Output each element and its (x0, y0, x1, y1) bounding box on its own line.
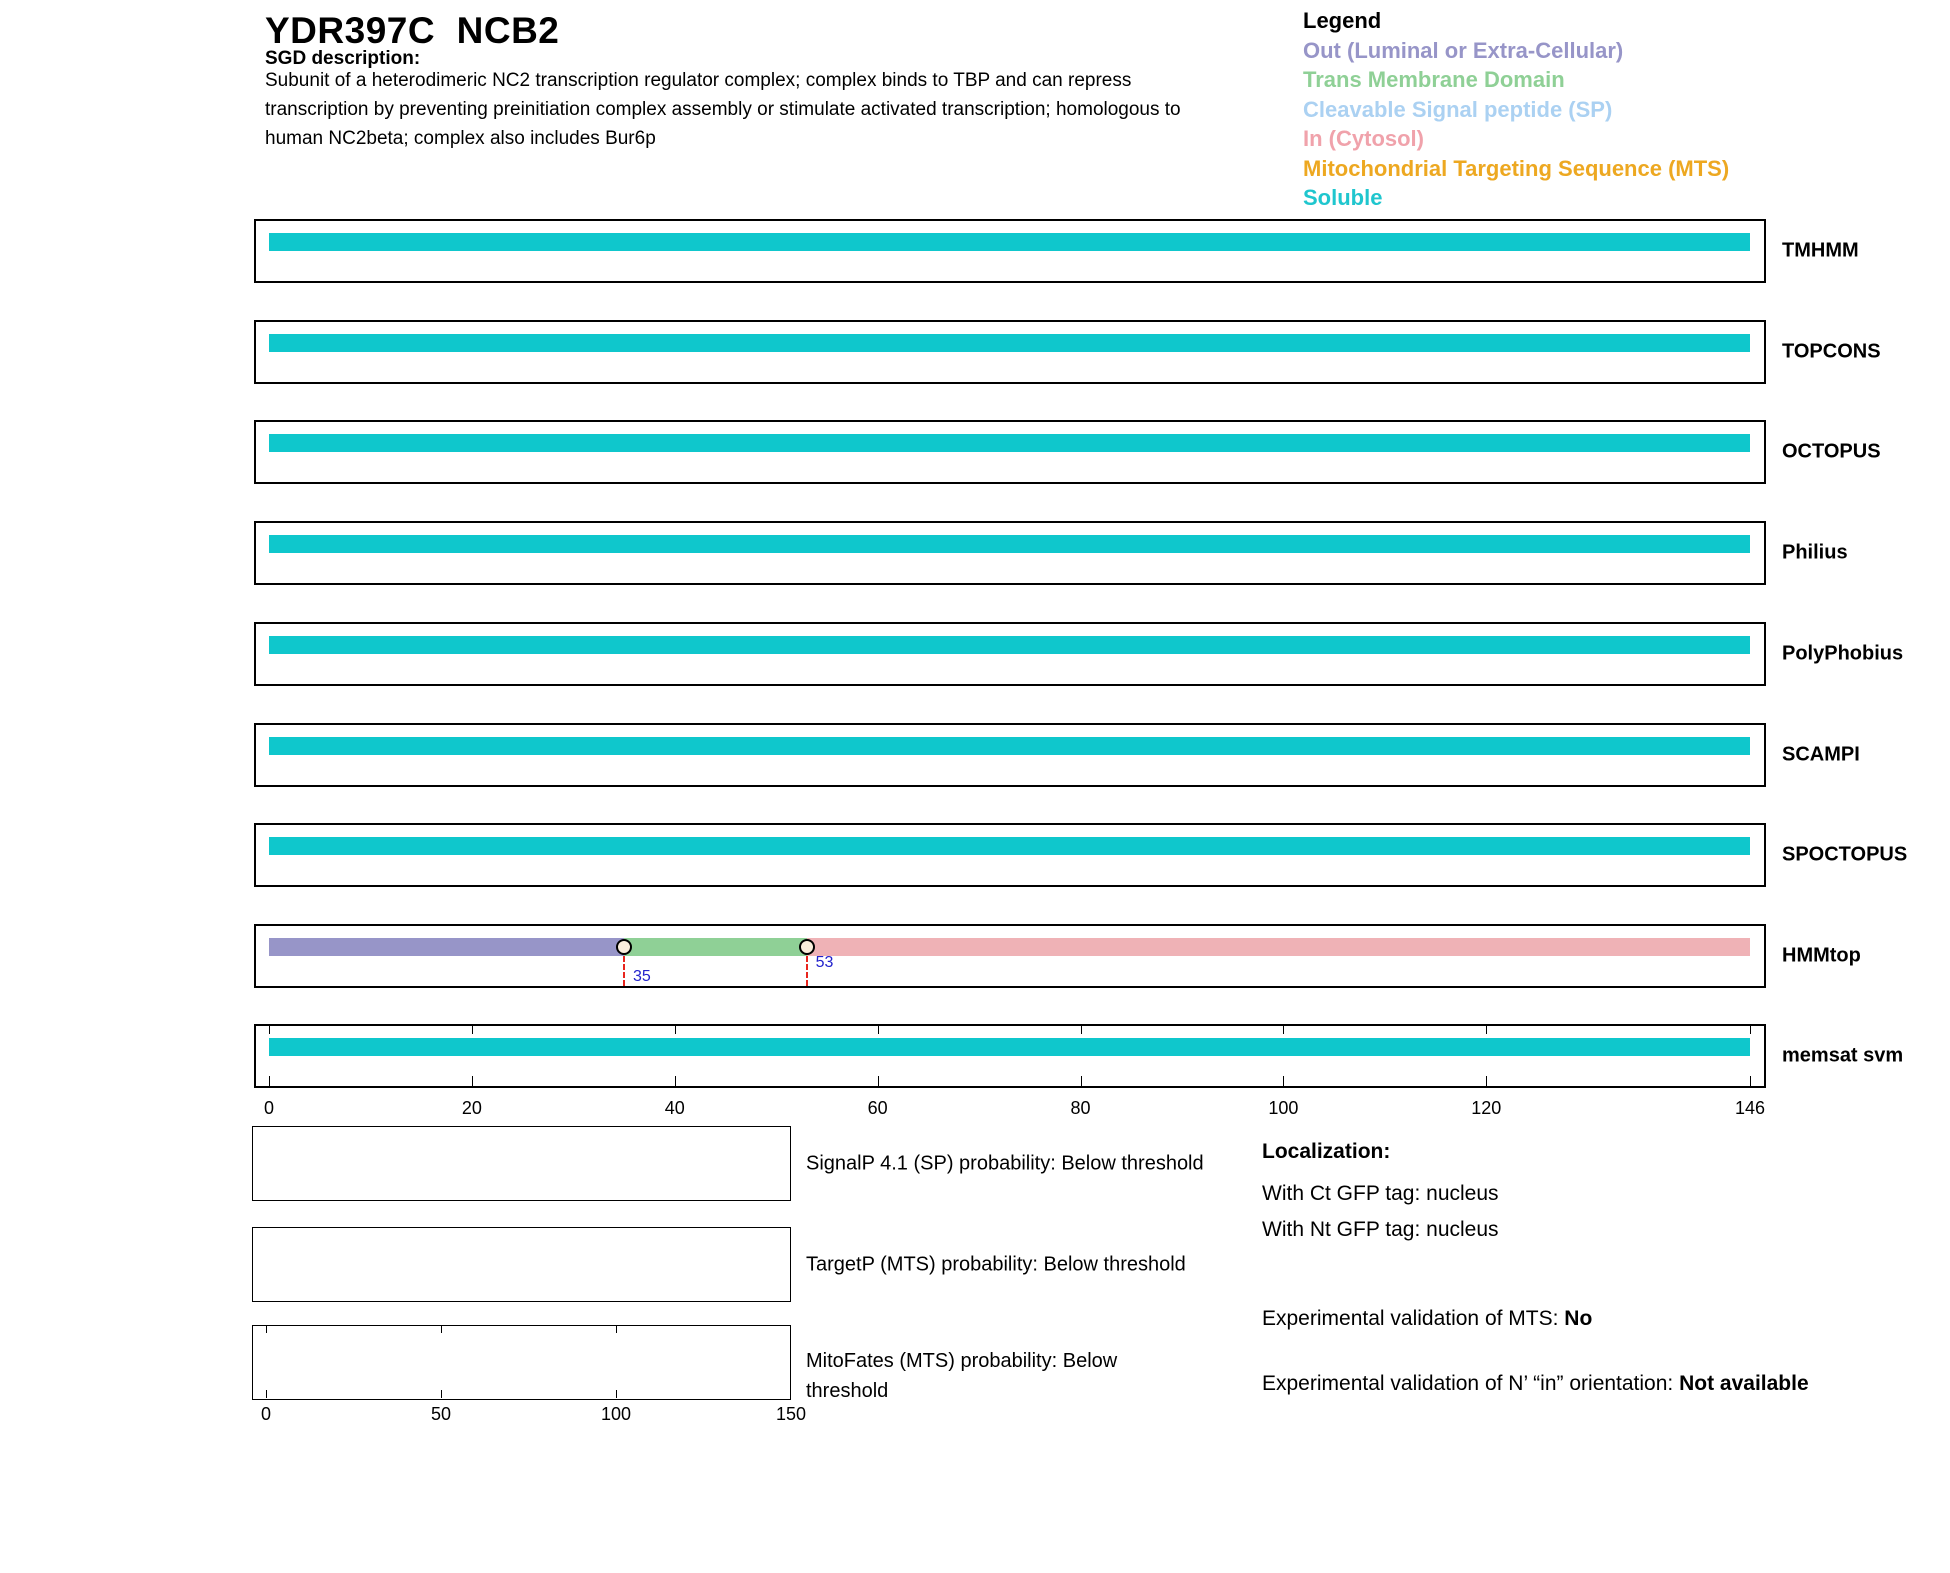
localization-ct-gfp: With Ct GFP tag: nucleus (1262, 1182, 1499, 1205)
track-label-octopus: OCTOPUS (1782, 440, 1881, 463)
ruler-tick-top (269, 1024, 270, 1034)
track-box-scampi (254, 723, 1766, 787)
sequence-axis-tick-label: 0 (263, 1098, 275, 1118)
track-box-hmmtop (254, 924, 1766, 988)
ruler-tick-bottom (472, 1076, 473, 1086)
ruler-tick-top (878, 1024, 879, 1034)
panel-tick-bottom (616, 1390, 617, 1398)
ruler-tick-bottom (878, 1076, 879, 1086)
track-segment-soluble (269, 434, 1750, 452)
probability-panel-box-2 (252, 1325, 791, 1400)
legend-item-sp: Cleavable Signal peptide (SP) (1303, 96, 1613, 122)
track-segment-soluble (269, 1038, 1750, 1056)
ruler-tick-top (1486, 1024, 1487, 1034)
ruler-tick-top (675, 1024, 676, 1034)
track-segment-soluble (269, 233, 1750, 251)
probability-panel-box-1 (252, 1227, 791, 1302)
probability-panel-label-1: TargetP (MTS) probability: Below threshold (806, 1253, 1186, 1275)
track-label-topcons: TOPCONS (1782, 340, 1881, 363)
track-label-memsat-svm: memsat svm (1782, 1044, 1904, 1067)
legend (1303, 6, 1729, 212)
sequence-axis-tick-label: 20 (461, 1098, 482, 1118)
track-label-spoctopus: SPOCTOPUS (1782, 843, 1908, 866)
panel-tick-bottom (266, 1390, 267, 1398)
track-segment-soluble (269, 737, 1750, 755)
track-segment-soluble (269, 535, 1750, 553)
track-label-hmmtop: HMMtop (1782, 944, 1861, 967)
panel-tick-top (266, 1325, 267, 1333)
track-label-tmhmm: TMHMM (1782, 239, 1859, 262)
track-box-spoctopus (254, 823, 1766, 887)
sequence-axis-tick-label: 146 (1734, 1098, 1766, 1118)
sgd-description-label: SGD description: (265, 48, 421, 69)
panel-axis-tick-label: 50 (430, 1404, 452, 1424)
track-segment-out-luminal-or-extra-cellular- (269, 938, 624, 956)
track-box-octopus (254, 420, 1766, 484)
boundary-dashed-line (806, 956, 808, 986)
sequence-axis-tick-label: 40 (664, 1098, 685, 1118)
sequence-axis-tick-label: 60 (867, 1098, 888, 1118)
orientation-validation-label: Experimental validation of N’ “in” orientation: (1262, 1372, 1680, 1395)
legend-item-out: Out (Luminal or Extra-Cellular) (1303, 38, 1624, 63)
probability-panel-label-0: SignalP 4.1 (SP) probability: Below threshold (806, 1152, 1204, 1174)
description-line-2: transcription by preventing preinitiation complex assembly or stimulate activated transcription; homologous to (265, 99, 1181, 120)
track-label-philius: Philius (1782, 541, 1848, 564)
boundary-marker-circle (616, 939, 632, 955)
legend-item-tmd: Trans Membrane Domain (1303, 67, 1565, 93)
track-box-memsat-svm (254, 1024, 1766, 1088)
track-box-polyphobius (254, 622, 1766, 686)
ruler-tick-top (472, 1024, 473, 1034)
sequence-axis-tick-label: 80 (1070, 1098, 1091, 1118)
track-label-scampi: SCAMPI (1782, 743, 1860, 766)
legend-item-soluble: Soluble (1303, 185, 1383, 211)
track-label-polyphobius: PolyPhobius (1782, 642, 1904, 665)
panel-tick-top (616, 1325, 617, 1333)
track-box-tmhmm (254, 219, 1766, 283)
boundary-position-label: 53 (815, 954, 834, 971)
sequence-axis-tick-label: 100 (1268, 1098, 1299, 1118)
localization-title: Localization: (1262, 1140, 1391, 1163)
description-line-1: Subunit of a heterodimeric NC2 transcription regulator complex; complex binds to TBP and can repress (265, 70, 1132, 91)
localization-nt-gfp: With Nt GFP tag: nucleus (1262, 1218, 1499, 1241)
mts-validation-label: Experimental validation of MTS: (1262, 1307, 1565, 1330)
ruler-tick-bottom (1750, 1076, 1751, 1086)
track-box-philius (254, 521, 1766, 585)
panel-tick-top (441, 1325, 442, 1333)
ruler-tick-bottom (1486, 1076, 1487, 1086)
legend-item-mts: Mitochondrial Targeting Sequence (MTS) (1303, 155, 1730, 181)
panel-axis-tick-label: 150 (775, 1404, 807, 1424)
sgd-description-text (265, 66, 1181, 153)
track-segment-soluble (269, 636, 1750, 654)
legend-item-in: In (Cytosol) (1303, 126, 1424, 152)
boundary-position-label: 35 (633, 968, 651, 985)
mts-validation-value: No (1564, 1307, 1593, 1330)
boundary-marker-circle (799, 939, 815, 955)
description-line-3: human NC2beta; complex also includes Bur6p (265, 128, 656, 149)
ruler-tick-bottom (1283, 1076, 1284, 1086)
legend-title: Legend (1303, 8, 1382, 33)
page-title: YDR397C NCB2 (265, 10, 560, 51)
panel-axis-tick-label: 100 (600, 1404, 632, 1424)
track-segment-soluble (269, 334, 1750, 352)
sequence-axis-tick-label: 120 (1471, 1098, 1502, 1118)
probability-panel-box-0 (252, 1126, 791, 1201)
orientation-validation-line (1262, 1368, 1814, 1399)
panel-axis-tick-label: 0 (260, 1404, 272, 1424)
track-segment-trans-membrane-domain (624, 938, 807, 956)
orientation-validation-value: Not available (1679, 1372, 1809, 1395)
ruler-tick-top (1750, 1024, 1751, 1034)
track-segment-soluble (269, 837, 1750, 855)
ruler-tick-bottom (269, 1076, 270, 1086)
panel-tick-bottom (441, 1390, 442, 1398)
mts-validation-line (1262, 1307, 1592, 1331)
boundary-dashed-line (623, 956, 625, 986)
probability-panel-label-2: MitoFates (MTS) probability: Below threshold (806, 1350, 1118, 1402)
ruler-tick-bottom (1081, 1076, 1082, 1086)
ruler-tick-top (1081, 1024, 1082, 1034)
ruler-tick-bottom (675, 1076, 676, 1086)
track-box-topcons (254, 320, 1766, 384)
ruler-tick-top (1283, 1024, 1284, 1034)
track-segment-in-cytosol- (807, 938, 1750, 956)
